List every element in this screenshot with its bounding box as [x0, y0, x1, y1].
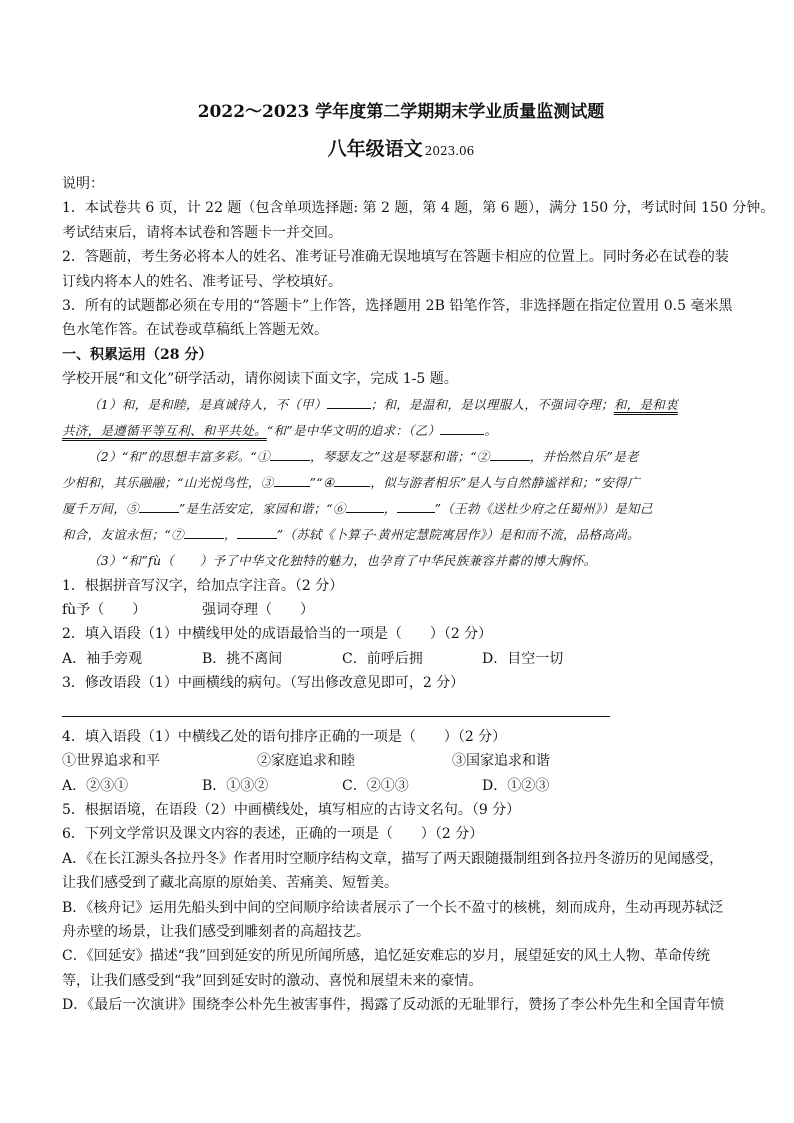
exam-page [62, 92, 775, 1018]
question-6-options [62, 847, 740, 1018]
exam-date: 2023.06 [424, 144, 475, 158]
q1-item-a[interactable]: fù予（ ） [62, 602, 147, 619]
question-4-items [62, 749, 740, 773]
fill-blank-3[interactable] [274, 472, 310, 487]
fill-blank-4[interactable] [334, 472, 370, 487]
q4-option-a[interactable]: A．②③① [62, 777, 129, 794]
fill-blank-1[interactable] [270, 446, 310, 461]
passage-text: （2）“和”的思想丰富多彩。“① [88, 448, 270, 464]
passage-text: ，似与游者相乐”是人与自然静谧祥和；“安得广 [370, 474, 640, 490]
q6-option-d[interactable]: D．《最后一次演讲》围绕李公朴先生被害事件，揭露了反动派的无耻罪行，赞扬了李公朴先生和全国青年愤 [62, 997, 725, 1014]
exam-subtitle [62, 134, 740, 164]
passage-paragraph-1-cont [62, 418, 740, 444]
passage-text: 。 [484, 422, 498, 438]
question-4: 4．填入语段（1）中横线乙处的语句排序正确的一项是（ ）（2 分） [62, 728, 507, 745]
q4-option-d[interactable]: D．①②③ [482, 777, 550, 794]
instruction-line: 1．本试卷共 6 页，计 22 题（包含单项选择题: 第 2 题，第 4 题，第 6 题），满分 150 分，考试时间 150 分钟。 [62, 200, 775, 217]
passage-text: ， [383, 500, 397, 516]
question-3: 3．修改语段（1）中画横线的病句。（写出修改意见即可，2 分） [62, 675, 465, 692]
passage-paragraph-2 [62, 444, 740, 470]
fill-blank-7b[interactable] [237, 524, 277, 539]
passage-text: ”“④ [309, 474, 335, 490]
exam-title: 2022～2023 学年度第二学期期末学业质量监测试题 [197, 102, 605, 122]
question-6: 6．下列文学常识及课文内容的表述，正确的一项是（ ）（2 分） [62, 826, 484, 843]
fill-blank-5[interactable] [139, 498, 179, 513]
q2-option-d[interactable]: D．目空一切 [482, 650, 564, 667]
instruction-line: 3．所有的试题都必须在专用的“答题卡”上作答，选择题用 2B 铅笔作答，非选择题在指定位置用 0.5 毫米黑 [62, 298, 733, 315]
passage-text: ，并怡然自乐”是老 [529, 448, 639, 464]
q3-answer-line[interactable] [62, 696, 610, 717]
section-heading: 一、积累运用（28 分） [62, 346, 213, 363]
q6-option-b-cont[interactable]: 舟赤壁的场景，让我们感受到雕刻者的高超技艺。 [62, 923, 370, 940]
passage-text: 少相和，其乐融融；“山光悦鸟性，③ [62, 474, 274, 490]
q2-option-a[interactable]: A．袖手旁观 [62, 650, 143, 667]
question-1: 1．根据拼音写汉字，给加点字注音。（2 分） [62, 577, 344, 594]
fill-blank-2[interactable] [490, 446, 530, 461]
question-4-options [62, 774, 740, 798]
passage-text: ；和，是温和，是以理服人，不强词夺理； [370, 396, 614, 412]
passage-text: 厦千万间，⑤ [62, 500, 139, 516]
q6-option-c[interactable]: C．《回延安》描述“我”回到延安的所见所闻所感，追忆延安难忘的岁月，展望延安的风土人物、革命传统 [62, 948, 711, 965]
q4-item-3: ③国家追求和谐 [452, 753, 550, 770]
passage [62, 392, 740, 574]
underlined-sentence: 和，是和衷 [613, 396, 678, 412]
instruction-line: 考试结束后，请将本试卷和答题卡一并交回。 [62, 224, 342, 241]
subject-label: 八年级语文 [327, 138, 423, 160]
section-intro: 学校开展“和文化”研学活动，请你阅读下面文字，完成 1-5 题。 [62, 371, 458, 388]
passage-paragraph-3: （3）“和”fù（ ）予了中华文化独特的魅力，也孕育了中华民族兼容并蓄的博大胸怀。 [88, 552, 597, 568]
question-1-items [62, 598, 740, 622]
passage-text: ”是生活安定，家园和谐；“⑥ [178, 500, 346, 516]
question-5: 5．根据语境，在语段（2）中画横线处，填写相应的古诗文名句。（9 分） [62, 801, 521, 818]
passage-paragraph-1 [62, 392, 740, 418]
q2-option-b[interactable]: B．挑不离间 [202, 650, 283, 667]
instruction-line: 订线内将本人的姓名、准考证号、学校填好。 [62, 273, 342, 290]
passage-text: ”（苏轼《卜算子·黄州定慧院寓居作》）是和而不流，品格高尚。 [276, 526, 640, 542]
q2-option-c[interactable]: C．前呼后拥 [342, 650, 423, 667]
fill-blank-7a[interactable] [184, 524, 224, 539]
q6-option-a[interactable]: A．《在长江源头各拉丹冬》作者用时空顺序结构文章，描写了两天跟随摄制组到各拉丹冬游历的见闻感受， [62, 850, 724, 867]
passage-text: ， [223, 526, 237, 542]
fill-blank-jia[interactable] [327, 394, 371, 409]
instructions [62, 172, 775, 343]
passage-text: ，琴瑟友之”这是琴瑟和谐；“② [309, 448, 490, 464]
q4-item-2: ②家庭追求和睦 [257, 753, 355, 770]
q4-option-b[interactable]: B．①③② [202, 777, 269, 794]
underlined-sentence: 共济，是遵循平等互利、和平共处。 [62, 422, 267, 438]
passage-paragraph-2-cont [62, 496, 740, 522]
passage-paragraph-2-cont [62, 522, 740, 548]
fill-blank-6b[interactable] [397, 498, 435, 513]
q4-item-1: ①世界追求和平 [62, 753, 160, 770]
fill-blank-6a[interactable] [346, 498, 384, 513]
q1-item-b[interactable]: 强词夺理（ ） [202, 602, 314, 619]
question-2-options [62, 647, 740, 671]
q6-option-b[interactable]: B．《核舟记》运用先船头到中间的空间顺序给读者展示了一个长不盈寸的核桃，刻而成舟，生动再现苏轼泛 [62, 899, 724, 916]
passage-text: （1）和，是和睦，是真诚待人，不（甲） [88, 396, 327, 412]
passage-text: ”（王勃《送杜少府之任蜀州》）是知己 [434, 500, 653, 516]
q6-option-a-cont[interactable]: 让我们感受到了藏北高原的原始美、苦痛美、短暂美。 [62, 875, 398, 892]
q4-option-c[interactable]: C．②①③ [342, 777, 409, 794]
question-2: 2．填入语段（1）中横线甲处的成语最恰当的一项是（ ）（2 分） [62, 626, 493, 643]
q6-option-c-cont[interactable]: 等，让我们感受到“我”回到延安时的激动、喜悦和展望未来的豪情。 [62, 972, 483, 989]
passage-text: “和”是中华文明的追求：（乙） [266, 422, 441, 438]
instruction-line: 色水笔作答。在试卷或草稿纸上答题无效。 [62, 322, 328, 339]
passage-paragraph-2-cont [62, 470, 740, 496]
fill-blank-yi[interactable] [440, 420, 484, 435]
instruction-line: 2．答题前，考生务必将本人的姓名、准考证号准确无误地填写在答题卡相应的位置上。同时务必在试卷的装 [62, 249, 729, 266]
passage-text: 和合，友谊永恒；“⑦ [62, 526, 184, 542]
instructions-heading: 说明： [62, 176, 104, 192]
